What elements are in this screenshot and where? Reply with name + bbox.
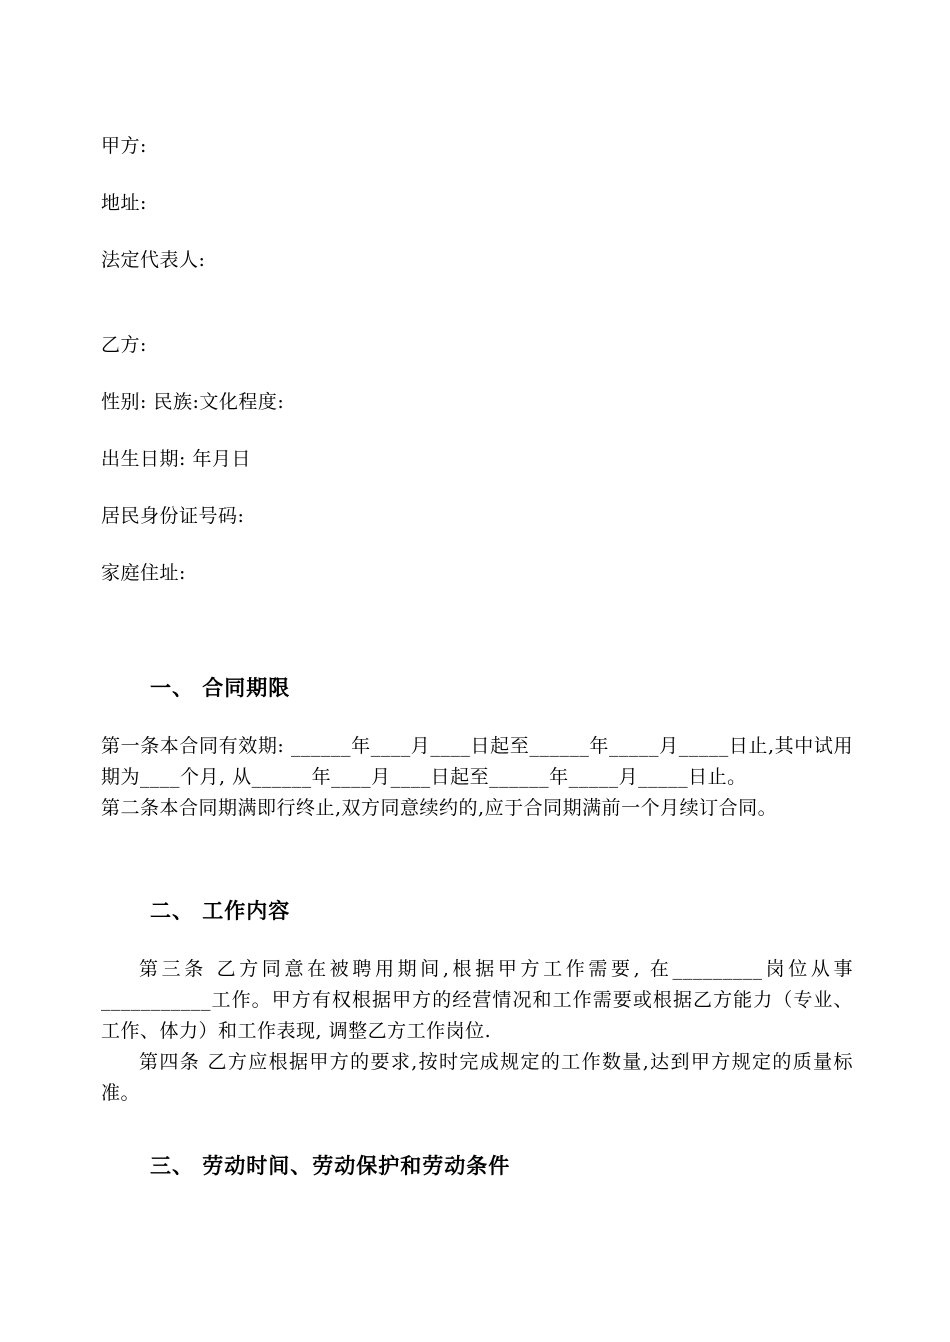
clause-4: 第四条 乙方应根据甲方的要求,按时完成规定的工作数量,达到甲方规定的质量标准。 [101, 1051, 853, 1104]
section-work-content-body [101, 954, 853, 1109]
section-heading-work-content: 二、 工作内容 [150, 898, 291, 923]
section-heading-contract-term: 一、 合同期限 [150, 675, 291, 700]
party-b-birth-date: 出生日期: 年月日 [101, 448, 251, 470]
clause-3: 第三条 乙方同意在被聘用期间,根据甲方工作需要, 在_________岗位从事___________工作。甲方有权根据甲方的经营情况和工作需要或根据乙方能力（专业、工作、体力）和工作表现, 调整乙方工作岗位. [101, 958, 853, 1042]
party-b-label: 乙方: [101, 334, 147, 356]
clause-1: 第一条本合同有效期: ______年____月____日起至______年_____月_____日止,其中试用期为____个月, 从______年____月____日起至______年_____月_____日止。 [101, 735, 853, 788]
party-b-gender-ethnicity-education: 性别: 民族:文化程度: [101, 391, 285, 413]
party-a-address-label: 地址: [101, 192, 147, 214]
section-contract-term-body [101, 731, 853, 824]
party-a-label: 甲方: [101, 135, 147, 157]
party-b-id-number-label: 居民身份证号码: [101, 505, 245, 527]
party-b-home-address-label: 家庭住址: [101, 562, 186, 584]
section-heading-working-hours-protection: 三、 劳动时间、劳动保护和劳动条件 [150, 1153, 511, 1178]
party-a-legal-rep-label: 法定代表人: [101, 249, 206, 271]
clause-2: 第二条本合同期满即行终止,双方同意续约的,应于合同期满前一个月续订合同。 [101, 797, 778, 819]
